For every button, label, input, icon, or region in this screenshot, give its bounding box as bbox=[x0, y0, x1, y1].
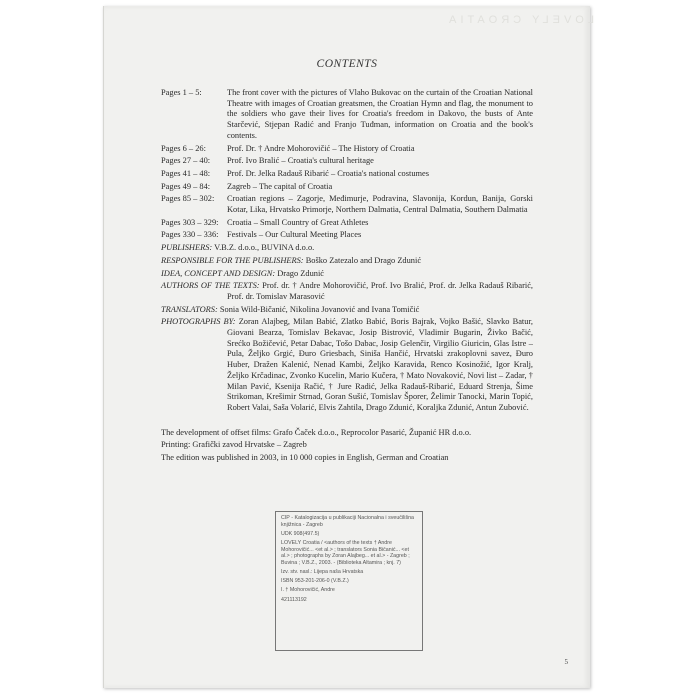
entry-pages: Pages 27 – 40: bbox=[161, 156, 211, 166]
entry-description: Croatian regions – Zagorje, Međimurje, Podravina, Slavonija, Kordun, Banija, Gorski Kotar, Lika, Hrvatsko Primorje, Northern Dalmatia, Central Dalmatia, Southern Dalmatia bbox=[227, 194, 533, 215]
entry-description: Croatia – Small Country of Great Athletes bbox=[227, 217, 369, 227]
entry-description: The front cover with the pictures of Vlaho Bukovac on the curtain of the Croatian National Theatre with images of Croatian greatsmen, the Croatian Hymn and flag, the monument to the soldiers who gave their lives for Croatia's freedom in Dakovo, the busts of Ante Starčević, Stjepan Radić and Franjo Tuđman, information on Croatia and the book's contents. bbox=[227, 88, 533, 140]
entry-pages: Pages 303 – 329: bbox=[161, 217, 219, 227]
cip-catalog-box bbox=[275, 511, 423, 651]
entry-description: Prof. Dr. † Andre Mohorovičić – The History of Croatia bbox=[227, 143, 415, 153]
entry-description: Zagreb – The capital of Croatia bbox=[227, 181, 333, 191]
entry-pages: Pages 6 – 26: bbox=[161, 143, 206, 153]
authors-value: Prof. dr. † Andre Mohorovičić, Prof. Ivo Bralić, Prof. dr. Jelka Radauš Ribarić, Prof. dr. Tomislav Marasović bbox=[227, 281, 534, 301]
publishers-line bbox=[161, 243, 533, 254]
idea-label: IDEA, CONCEPT AND DESIGN: bbox=[161, 268, 276, 278]
contents-entry bbox=[161, 218, 533, 229]
translators-label: TRANSLATORS: bbox=[161, 304, 218, 314]
entry-pages: Pages 330 – 336: bbox=[161, 230, 219, 240]
page-number: 5 bbox=[564, 658, 568, 666]
responsible-value: Boško Zatezalo and Drago Zdunić bbox=[305, 255, 422, 265]
contents-entry bbox=[161, 169, 533, 180]
edition-line: The edition was published in 2003, in 10 000 copies in English, German and Croatian bbox=[161, 453, 449, 463]
photographs-label: PHOTOGRAPHS BY: bbox=[161, 317, 236, 327]
idea-value: Drago Zdunić bbox=[277, 268, 324, 278]
printing-line: Printing: Grafički zavod Hrvatske – Zagreb bbox=[161, 440, 307, 450]
entry-pages: Pages 1 – 5: bbox=[161, 88, 202, 97]
contents-entry bbox=[161, 144, 533, 155]
cip-line: Izv. stv. nasl.: Lijepa naša Hrvatska bbox=[281, 568, 364, 575]
publishers-label: PUBLISHERS: bbox=[161, 243, 213, 253]
responsible-line bbox=[161, 256, 533, 267]
cip-line: LOVELY Croatia / <authors of the texts † Andre Mohorovičić... <et al.> ; translators Sonia Bičanić... <et al.> ; photographs by Zoran Alajbeg... et al.> - Zagreb ; Buvina ; V.B.Z., 2003. - (Biblioteka Altamira ; knj. 7) bbox=[281, 539, 410, 566]
page-title: CONTENTS bbox=[316, 58, 378, 70]
show-through-text: LOVELY CROATIA bbox=[445, 14, 594, 26]
photographs-line bbox=[161, 317, 533, 413]
authors-label: AUTHORS OF THE TEXTS: bbox=[161, 281, 260, 291]
authors-line bbox=[161, 281, 533, 302]
cip-line: ISBN 953-201-206-0 (V.B.Z.) bbox=[281, 578, 349, 585]
translators-line bbox=[161, 305, 533, 316]
contents-list bbox=[161, 88, 533, 466]
publishers-value: V.B.Z. d.o.o., BUVINA d.o.o. bbox=[214, 243, 315, 253]
entry-pages: Pages 85 – 302: bbox=[161, 194, 215, 204]
offset-films-line: The development of offset films: Grafo Čaček d.o.o., Reprocolor Pasarić, Županić HR d.o.o. bbox=[161, 427, 472, 437]
contents-entry bbox=[161, 194, 533, 215]
entry-description: Prof. Ivo Bralić – Croatia's cultural heritage bbox=[227, 156, 374, 166]
contents-entry bbox=[161, 156, 533, 167]
contents-entry bbox=[161, 230, 533, 241]
responsible-label: RESPONSIBLE FOR THE PUBLISHERS: bbox=[161, 255, 304, 265]
cip-line: 421113192 bbox=[281, 596, 307, 603]
entry-pages: Pages 49 – 84: bbox=[161, 181, 211, 191]
translators-value: Sonia Wild-Bičanić, Nikolina Jovanović and Ivana Tomičić bbox=[219, 304, 420, 314]
book-page bbox=[103, 6, 594, 688]
contents-entry bbox=[161, 88, 533, 142]
entry-pages: Pages 41 – 48: bbox=[161, 168, 211, 178]
cip-line: I. † Mohorovičić, Andre bbox=[281, 587, 335, 594]
idea-line bbox=[161, 269, 533, 280]
entry-description: Prof. Dr. Jelka Radauš Ribarić – Croatia's national costumes bbox=[227, 168, 430, 178]
entry-description: Festivals – Our Cultural Meeting Places bbox=[227, 230, 362, 240]
cip-line: CIP - Katalogizacija u publikaciji Nacionalna i sveučilišna knjižnica - Zagreb bbox=[281, 515, 414, 528]
photographs-value: Zoran Alajbeg, Milan Babić, Zlatko Babić, Boris Bajrak, Vojko Bašić, Slavko Batur, Giovani Bearza, Tomislav Bekavac, Josip Bistrović, Vladimir Bugarin, Živko Bačić, Srećko Božičević, Petar Dabac, Tošo Dabac, Josip Gelenčir, Virgilio Giuricin, Glas Istre – Pula, Željko Grgić, Đuro Griesbach, Siniša Hančić, Hrvatski zrakoplovni savez, Đuro Huber, Dražen Kalenić, Nenad Kambi, Željko Karavida, Renco Kosinožić, Igor Kralj, Željko Krčadinac, Zvonko Kucelin, Mario Kučera, † Mato Novaković, Novi list – Zadar, † Milan Pavić, Ksenija Račić, † Jure Radić, Jelka Radauš-Ribarić, Eduard Strenja, Šime Strikoman, Krešimir Strnad, Goran Sušić, Tomislav Šporer, Želimir Tanocki, Marin Topić, Robert Valai, Saša Volarić, Elvis Zahtila, Drago Zdunić, Koraljka Zdunić, Antun Zubović. bbox=[227, 317, 533, 412]
cip-line: UDK 908(497.5) bbox=[281, 530, 320, 537]
contents-entry bbox=[161, 182, 533, 193]
